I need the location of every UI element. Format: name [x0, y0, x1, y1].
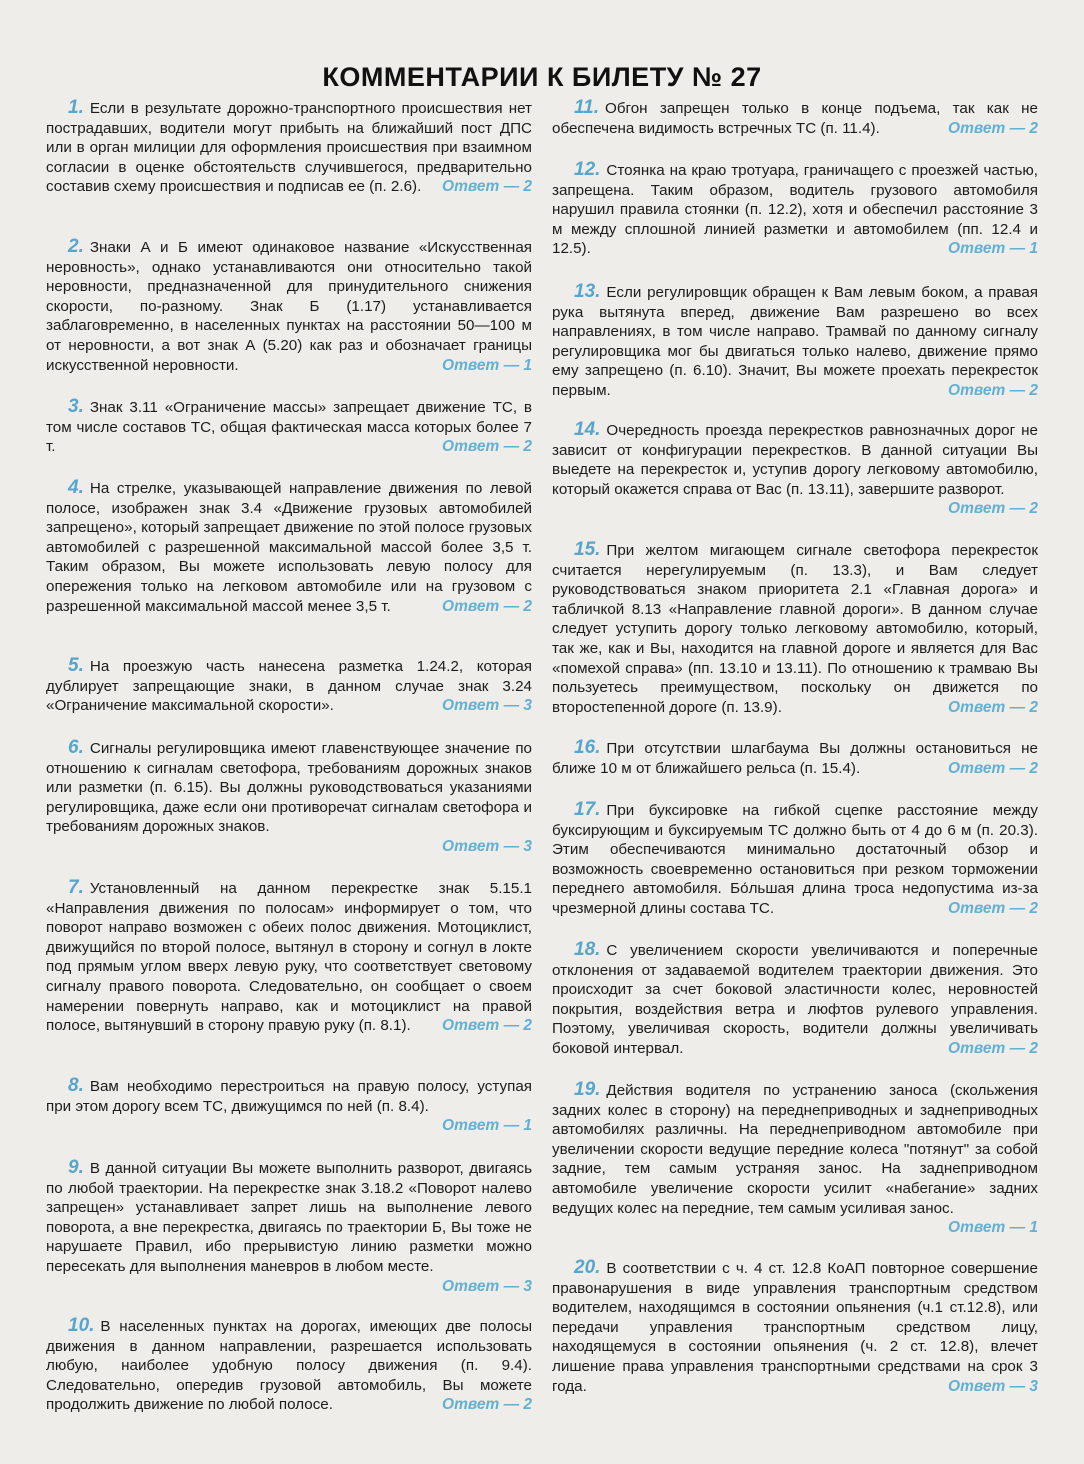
comment-item: [552, 282, 1038, 401]
answer-label: Ответ — 2: [442, 1017, 532, 1035]
comment-item: [552, 1080, 1038, 1238]
comment-item: [46, 656, 532, 716]
item-text: При желтом мигающем сигнале светофора перекресток считается нерегулируемым (п. 13.3), и Вам следует руководствоваться знаком приоритета 2.1 «Главная дорога» и табличкой 8.13 «Направление главной дороги». В данном случае следует уступить дорогу только легковому автомобилю, который, так же, как и Вы, находится на главной дороге и является для Вас «помехой справа» (пп. 13.10 и 13.11). По отношению к трамваю Вы пользуетесь преимуществом, поскольку он движется по второстепенной дороге (п. 13.9).: [552, 542, 1038, 716]
item-text: Действия водителя по устранению заноса (скольжения задних колес в сторону) на переднеприводных и заднеприводных автомобилях различны. На переднеприводном автомобиле при увеличении скорости ведущие передние колеса "потянут" за собой задние, тем самым устраняя занос. На заднеприводном автомобиле увеличение скорости усилит «набегание» задних ведущих колес на передние, тем самым усиливая занос.: [552, 1082, 1038, 1217]
comment-item: [46, 738, 532, 857]
item-number: 14.: [574, 419, 601, 440]
comment-item: [46, 397, 532, 457]
answer-label: Ответ — 2: [442, 178, 532, 196]
answer-label: Ответ — 3: [442, 837, 532, 855]
item-number: 15.: [574, 539, 601, 560]
item-number: 16.: [574, 737, 601, 758]
answer-label: Ответ — 1: [948, 1219, 1038, 1237]
item-text: Установленный на данном перекрестке знак 5.15.1 «Направления движения по полосам» информирует о том, что поворот направо возможен с обеих полос движения. Мотоциклист, движущийся по второй полосе, вытянул в сторону и согнул в локте под прямым углом вверх левую руку, что соответствует световому сигналу правого поворота. Следовательно, он сообщает о своем намерении повернуть направо, как и мотоциклист на правой полосе, вытянувший в сторону правую руку (п. 8.1).: [46, 880, 532, 1035]
answer-label: Ответ — 3: [948, 1377, 1038, 1395]
answer-label: Ответ — 1: [948, 240, 1038, 258]
item-number: 10.: [68, 1315, 95, 1336]
item-text: Стоянка на краю тротуара, граничащего с проезжей частью, запрещена. Таким образом, водитель грузового автомобиля нарушил правила стоянки (п. 12.2), хотя и обеспечил расстояние 3 м между сплошной линией разметки и автомобилем (пп. 12.4 и 12.5).: [552, 162, 1038, 258]
item-text: На проезжую часть нанесена разметка 1.24.2, которая дублирует запрещающие знаки, в данном случае знак 3.24 «Ограничение максимальной скорости».: [46, 658, 532, 715]
item-number: 9.: [68, 1157, 84, 1178]
item-text: Знак 3.11 «Ограничение массы» запрещает движение ТС, в том числе составов ТС, общая фактическая масса которых более 7 т.: [46, 399, 532, 456]
comment-item: [552, 98, 1038, 138]
answer-label: Ответ — 1: [442, 356, 532, 374]
item-text: Обгон запрещен только в конце подъема, так как не обеспечена видимость встречных ТС (п. 11.4).: [552, 100, 1038, 137]
item-number: 11.: [574, 97, 600, 118]
comment-item: [552, 800, 1038, 919]
answer-label: Ответ — 2: [948, 759, 1038, 777]
item-number: 6.: [68, 737, 84, 758]
item-text: При буксировке на гибкой сцепке расстояние между буксирующим и буксируемым ТС должно быть от 4 до 6 м (п. 20.3). Этим обеспечиваются минимально достаточный обзор и возможность своевременно остановиться при резком торможении переднего автомобиля. Бо́льшая длина троса недопустима из-за чрезмерной длины состава ТС.: [552, 802, 1038, 917]
comment-item: [46, 478, 532, 616]
answer-label: Ответ — 2: [948, 119, 1038, 137]
comment-item: [46, 1158, 532, 1296]
item-text: На стрелке, указывающей направление движения по левой полосе, изображен знак 3.4 «Движение грузовых автомобилей запрещено», который запрещает движение по этой полосе грузовых автомобилей с разрешенной максимальной массой более 3,5 т. Таким образом, Вы можете использовать левую полосу для опережения только на легковом автомобиле или на грузовом с разрешенной максимальной массой менее 3,5 т.: [46, 480, 532, 615]
item-text: Очередность проезда перекрестков равнозначных дорог не зависит от конфигурации перекрестков. В данной ситуации Вы выедете на перекресток и, уступив дорогу легковому автомобилю, который окажется справа от Вас (п. 13.11), завершите разворот.: [552, 422, 1038, 498]
comment-item: [552, 1258, 1038, 1396]
comment-item: [552, 738, 1038, 778]
answer-label: Ответ — 2: [948, 698, 1038, 716]
item-text: Если регулировщик обращен к Вам левым боком, а правая рука вытянута вперед, движение Вам разрешено во всех направлениях, в том числе направо. Трамвай по данному сигналу регулировщика мог бы двигаться только налево, движение прямо ему запрещено (п. 6.10). Значит, Вы можете проехать перекресток первым.: [552, 284, 1038, 399]
comment-item: [552, 420, 1038, 519]
item-text: Сигналы регулировщика имеют главенствующее значение по отношению к сигналам светофора, требованиям дорожных знаков или разметки (п. 6.15). Вы должны руководствоваться указаниями регулировщика, даже если они противоречат сигналам светофора и требованиям дорожных знаков.: [46, 740, 532, 836]
comment-item: [46, 1316, 532, 1415]
item-text: Вам необходимо перестроиться на правую полосу, уступая при этом дорогу всем ТС, движущимся по ней (п. 8.4).: [46, 1078, 532, 1115]
item-number: 7.: [68, 877, 84, 898]
item-number: 18.: [574, 939, 601, 960]
comment-item: [46, 237, 532, 375]
item-text: Знаки А и Б имеют одинаковое название «Искусственная неровность», однако устанавливаются они относительно такой неровности, предназначенной для принудительного снижения скорости, по-разному. Знак Б (1.17) устанавливается заблаговременно, в населенных пунктах на расстоянии 50—100 м от неровности, а вот знак А (5.20) как раз и обозначает границы искусственной неровности.: [46, 239, 532, 374]
comment-item: [552, 160, 1038, 259]
item-number: 20.: [574, 1257, 601, 1278]
answer-label: Ответ — 1: [442, 1117, 532, 1135]
item-text: В данной ситуации Вы можете выполнить разворот, двигаясь по любой траектории. На перекрестке знак 3.18.2 «Поворот налево запрещен» устанавливает запрет лишь на выполнение левого поворота, а вне перекрестка, двигаясь по траектории Б, Вы тоже не нарушаете Правил, ибо прерывистую линию разметки можно пересекать для выполнения маневров в любом месте.: [46, 1160, 532, 1275]
item-number: 1.: [68, 97, 84, 118]
answer-label: Ответ — 2: [948, 1039, 1038, 1057]
item-text: В населенных пунктах на дорогах, имеющих две полосы движения в данном направлении, разрешается использовать любую, наиболее удобную полосу движения (п. 9.4). Следовательно, опередив грузовой автомобиль, Вы можете продолжить движение по любой полосе.: [46, 1318, 532, 1414]
item-text: В соответствии с ч. 4 ст. 12.8 КоАП повторное совершение правонарушения в виде управления транспортным средством водителем, находящимся в состоянии опьянения (ч.1 ст.12.8), или передачи управления транспортным средством лицу, находящемуся в состоянии опьянения (ч. 2 ст. 12.8), влечет лишение права управления транспортными средствами на срок 3 года.: [552, 1260, 1038, 1395]
item-text: При отсутствии шлагбаума Вы должны остановиться не ближе 10 м от ближайшего рельса (п. 15.4).: [552, 740, 1038, 777]
answer-label: Ответ — 2: [442, 1396, 532, 1414]
answer-label: Ответ — 2: [948, 500, 1038, 518]
item-text: Если в результате дорожно-транспортного происшествия нет пострадавших, водители могут прибыть на ближайший пост ДПС или в орган милиции для оформления происшествия при взаимном согласии в оценке обстоятельств случившегося, предварительно составив схему происшествия и подписав ее (п. 2.6).: [46, 100, 532, 196]
item-number: 2.: [68, 236, 84, 257]
item-number: 8.: [68, 1075, 84, 1096]
comment-item: [46, 878, 532, 1036]
page-title: КОММЕНТАРИИ К БИЛЕТУ № 27: [322, 62, 762, 92]
answer-label: Ответ — 2: [948, 381, 1038, 399]
item-number: 13.: [574, 281, 601, 302]
item-number: 17.: [574, 799, 601, 820]
item-number: 19.: [574, 1079, 601, 1100]
comment-item: [552, 940, 1038, 1059]
answer-label: Ответ — 2: [442, 597, 532, 615]
item-number: 3.: [68, 396, 84, 417]
item-number: 4.: [68, 477, 84, 498]
comment-item: [552, 540, 1038, 717]
item-number: 5.: [68, 655, 84, 676]
comment-item: [46, 1076, 532, 1136]
item-text: С увеличением скорости увеличиваются и поперечные отклонения от задаваемой водителем траектории движения. Это происходит за счет боковой эластичности колес, неровностей покрытия, воздействия ветра и люфтов рулевого управления. Поэтому, увеличивая скорость, водители должны увеличивать боковой интервал.: [552, 942, 1038, 1057]
answer-label: Ответ — 2: [948, 899, 1038, 917]
item-number: 12.: [574, 159, 601, 180]
answer-label: Ответ — 2: [442, 438, 532, 456]
answer-label: Ответ — 3: [442, 697, 532, 715]
comment-item: [46, 98, 532, 197]
answer-label: Ответ — 3: [442, 1277, 532, 1295]
